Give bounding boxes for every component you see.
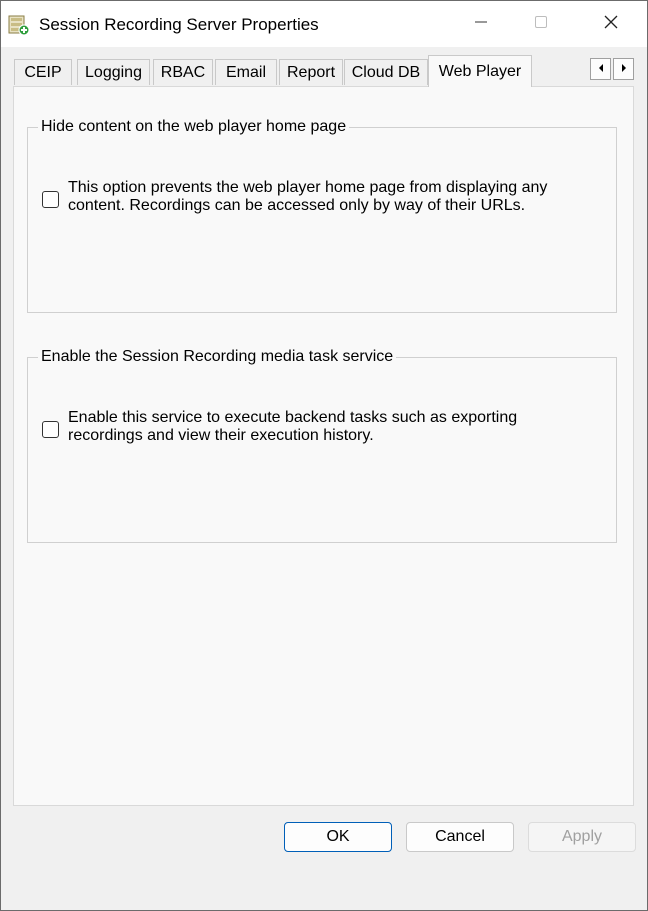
minimize-button[interactable] [451,1,511,47]
tab-ceip[interactable]: CEIP [14,59,72,85]
close-button[interactable] [581,1,641,47]
tab-cloud-db[interactable]: Cloud DB [344,59,428,85]
hide-content-description-line2: content. Recordings can be accessed only by way of their URLs. [68,197,526,214]
tab-scroll-right-button[interactable] [613,58,634,80]
minimize-icon [474,15,488,34]
maximize-button[interactable] [511,1,571,47]
tab-web-player[interactable]: Web Player [428,55,532,87]
arrow-left-icon [597,60,605,78]
tab-report[interactable]: Report [279,59,343,85]
server-properties-icon [8,14,30,36]
media-task-group [27,348,617,543]
tab-rbac[interactable]: RBAC [153,59,213,85]
media-task-description-line1: Enable this service to execute backend tasks such as exporting [68,409,518,426]
media-task-description-line2: recordings and view their execution history. [68,427,374,444]
maximize-icon [534,15,548,34]
media-task-checkbox[interactable] [42,421,59,438]
web-player-tab-panel [13,86,634,806]
arrow-right-icon [620,60,628,78]
tab-email[interactable]: Email [215,59,277,85]
media-task-description[interactable] [68,409,598,445]
title-bar[interactable] [1,1,647,47]
apply-button[interactable]: Apply [528,822,636,852]
tab-scroll-left-button[interactable] [590,58,611,80]
cancel-button[interactable]: Cancel [406,822,514,852]
hide-content-group [27,118,617,313]
hide-content-checkbox[interactable] [42,191,59,208]
hide-content-description[interactable] [68,179,598,215]
ok-button[interactable]: OK [284,822,392,852]
hide-content-group-title: Hide content on the web player home page [38,118,349,136]
tab-logging[interactable]: Logging [77,59,150,85]
window-title: Session Recording Server Properties [39,15,319,34]
media-task-group-title: Enable the Session Recording media task service [38,348,396,366]
hide-content-description-line1: This option prevents the web player home page from displaying any [68,179,548,196]
close-icon [603,14,619,35]
